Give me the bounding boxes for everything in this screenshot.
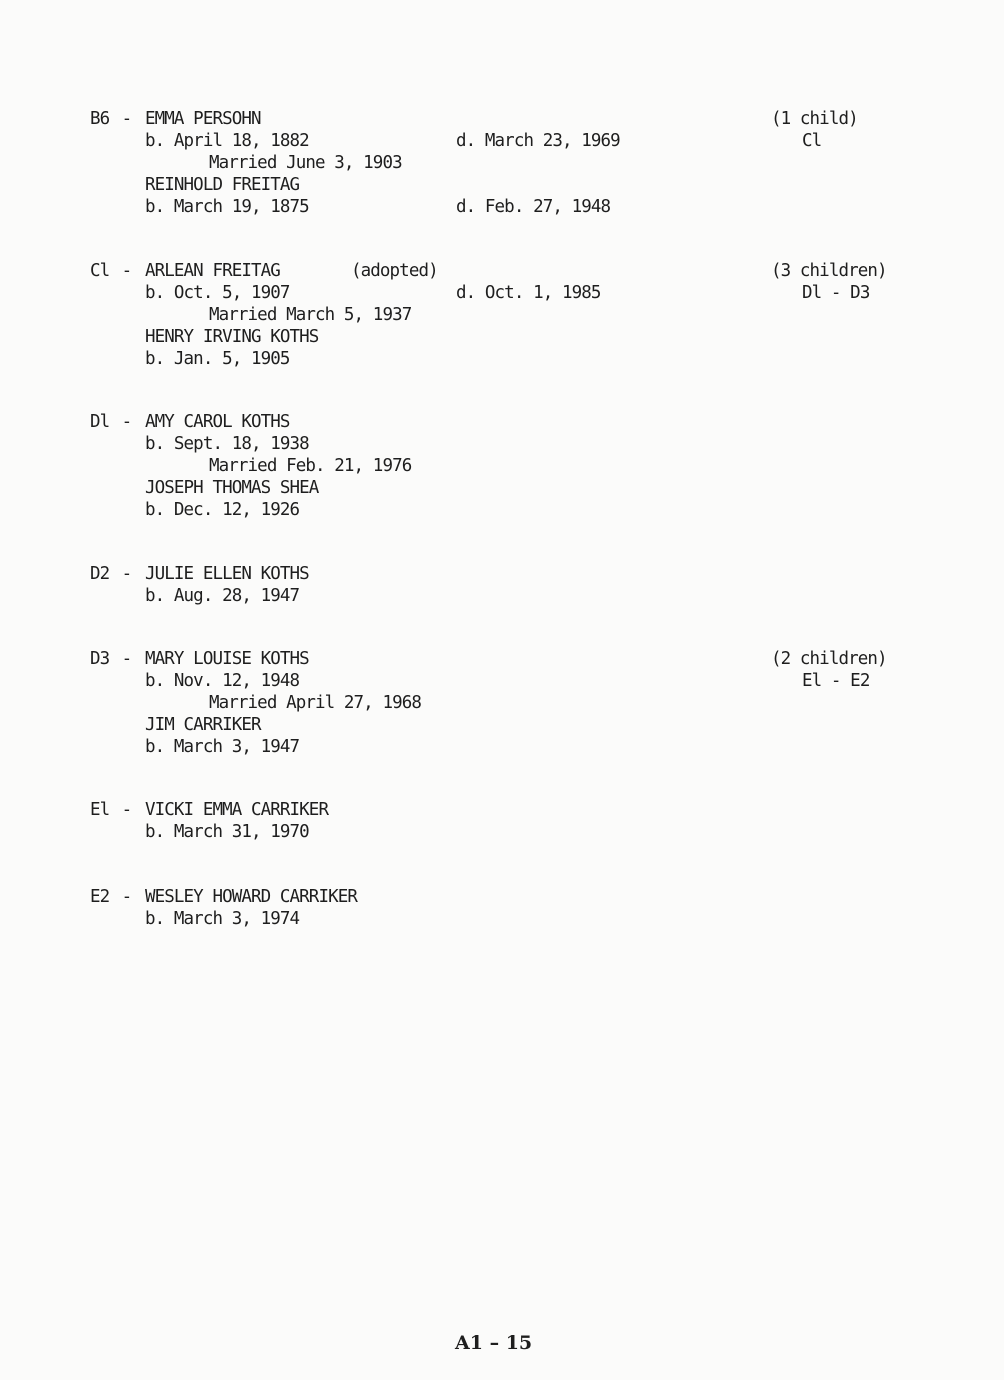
children-note: (2 children) [771, 649, 887, 669]
separator: - [112, 887, 141, 907]
entry-code: El [90, 800, 110, 820]
entry-code: D2 [90, 564, 110, 584]
spouse-death-date: d. Feb. 27, 1948 [456, 197, 611, 217]
children-codes: Cl [802, 131, 822, 151]
separator: - [112, 109, 141, 129]
birth-date: b. March 31, 1970 [145, 822, 309, 842]
person-name: ARLEAN FREITAG [145, 261, 280, 281]
spouse-birth-date: b. Dec. 12, 1926 [145, 500, 300, 520]
entry-code: E2 [90, 887, 110, 907]
birth-date: b. Oct. 5, 1907 [145, 283, 290, 303]
spouse-birth-date: b. March 3, 1947 [145, 737, 300, 757]
marriage-date: Married Feb. 21, 1976 [209, 456, 412, 476]
death-date: d. March 23, 1969 [456, 131, 620, 151]
entry-code: B6 [90, 109, 110, 129]
birth-date: b. Sept. 18, 1938 [145, 434, 309, 454]
adoption-note: (adopted) [351, 261, 438, 281]
marriage-date: Married June 3, 1903 [209, 153, 402, 173]
separator: - [112, 649, 141, 669]
death-date: d. Oct. 1, 1985 [456, 283, 601, 303]
spouse-name: REINHOLD FREITAG [145, 175, 300, 195]
children-note: (3 children) [771, 261, 887, 281]
birth-date: b. Aug. 28, 1947 [145, 586, 300, 606]
entry-code: D3 [90, 649, 110, 669]
entry-code: Cl [90, 261, 110, 281]
person-name: VICKI EMMA CARRIKER [145, 800, 329, 820]
entry-code: Dl [90, 412, 110, 432]
spouse-name: JOSEPH THOMAS SHEA [145, 478, 319, 498]
birth-date: b. March 3, 1974 [145, 909, 300, 929]
separator: - [112, 261, 141, 281]
children-note: (1 child) [771, 109, 858, 129]
birth-date: b. Nov. 12, 1948 [145, 671, 300, 691]
person-name: JULIE ELLEN KOTHS [145, 564, 309, 584]
marriage-date: Married March 5, 1937 [209, 305, 412, 325]
separator: - [112, 564, 141, 584]
children-codes: El - E2 [802, 671, 870, 691]
person-name: MARY LOUISE KOTHS [145, 649, 309, 669]
spouse-name: HENRY IRVING KOTHS [145, 327, 319, 347]
spouse-birth-date: b. March 19, 1875 [145, 197, 309, 217]
separator: - [112, 800, 141, 820]
person-name: WESLEY HOWARD CARRIKER [145, 887, 357, 907]
person-name: AMY CAROL KOTHS [145, 412, 290, 432]
spouse-birth-date: b. Jan. 5, 1905 [145, 349, 290, 369]
birth-date: b. April 18, 1882 [145, 131, 309, 151]
person-name: EMMA PERSOHN [145, 109, 261, 129]
children-codes: Dl - D3 [802, 283, 870, 303]
spouse-name: JIM CARRIKER [145, 715, 261, 735]
separator: - [112, 412, 141, 432]
page-number: A1 – 15 [455, 1332, 533, 1354]
marriage-date: Married April 27, 1968 [209, 693, 421, 713]
